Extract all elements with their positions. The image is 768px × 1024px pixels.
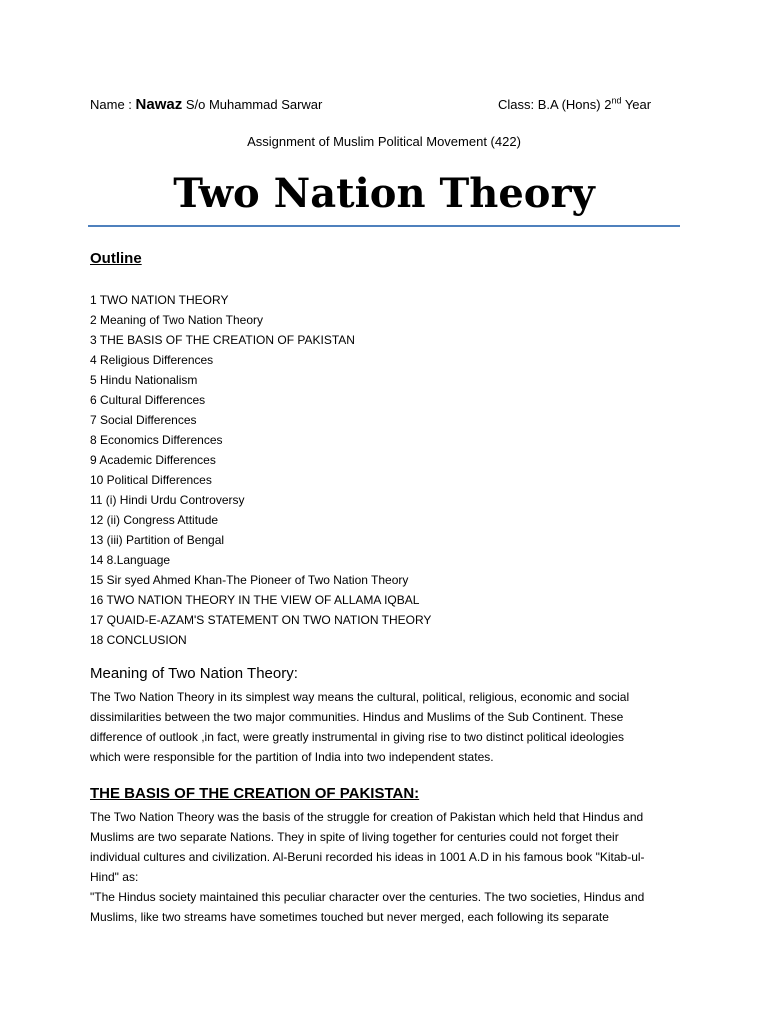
meaning-paragraph-line: difference of outlook ,in fact, were greatly instrumental in giving rise to two distinct political ideologies bbox=[90, 730, 625, 744]
outline-item: 16 TWO NATION THEORY IN THE VIEW OF ALLAMA IQBAL bbox=[90, 593, 420, 607]
name-value: Nawaz bbox=[135, 96, 183, 113]
basis-paragraph-line: Hind" as: bbox=[90, 870, 139, 884]
outline-item: 15 Sir syed Ahmed Khan-The Pioneer of Two Nation Theory bbox=[90, 573, 409, 587]
outline-item: 14 8.Language bbox=[90, 553, 171, 567]
outline-item: 2 Meaning of Two Nation Theory bbox=[90, 313, 263, 327]
student-name bbox=[90, 96, 322, 114]
meaning-paragraph-line: dissimilarities between the two major communities. Hindus and Muslims of the Sub Continent. These bbox=[90, 710, 624, 724]
outline-heading: Outline bbox=[90, 250, 142, 267]
outline-item: 17 QUAID-E-AZAM'S STATEMENT ON TWO NATION THEORY bbox=[90, 613, 432, 627]
outline-item: 4 Religious Differences bbox=[90, 353, 214, 367]
outline-item: 1 TWO NATION THEORY bbox=[90, 293, 229, 307]
outline-item: 5 Hindu Nationalism bbox=[90, 373, 198, 387]
meaning-paragraph-line: which were responsible for the partition of India into two independent states. bbox=[90, 750, 494, 764]
outline-item: 6 Cultural Differences bbox=[90, 393, 206, 407]
basis-paragraph bbox=[90, 807, 690, 927]
basis-paragraph-line: The Two Nation Theory was the basis of the struggle for creation of Pakistan which held that Hindus and bbox=[90, 810, 644, 824]
outline-item: 11 (i) Hindi Urdu Controversy bbox=[90, 493, 245, 507]
basis-paragraph-line: Muslims, like two streams have sometimes touched but never merged, each following its separate bbox=[90, 910, 609, 924]
class-label: Class: B.A (Hons) 2 bbox=[498, 97, 612, 112]
assignment-subtitle: Assignment of Muslim Political Movement (422) bbox=[247, 134, 521, 149]
outline-item: 10 Political Differences bbox=[90, 473, 212, 487]
basis-paragraph-line: "The Hindus society maintained this peculiar character over the centuries. The two societies, Hindus and bbox=[90, 890, 645, 904]
outline-item: 12 (ii) Congress Attitude bbox=[90, 513, 219, 527]
student-class bbox=[498, 96, 651, 114]
basis-heading: THE BASIS OF THE CREATION OF PAKISTAN: bbox=[90, 785, 420, 802]
name-label: Name : bbox=[90, 97, 136, 112]
outline-item: 8 Economics Differences bbox=[90, 433, 223, 447]
outline-item: 7 Social Differences bbox=[90, 413, 197, 427]
meaning-paragraph bbox=[90, 687, 690, 767]
outline-item: 3 THE BASIS OF THE CREATION OF PAKISTAN bbox=[90, 333, 355, 347]
class-superscript: nd bbox=[611, 95, 622, 106]
title-divider bbox=[88, 225, 680, 227]
meaning-heading: Meaning of Two Nation Theory: bbox=[90, 665, 298, 682]
class-year: Year bbox=[621, 97, 652, 112]
outline-item: 18 CONCLUSION bbox=[90, 633, 187, 647]
outline-item: 13 (iii) Partition of Bengal bbox=[90, 533, 225, 547]
document-title: Two Nation Theory bbox=[173, 170, 595, 217]
name-parentage: S/o Muhammad Sarwar bbox=[182, 97, 323, 112]
basis-paragraph-line: individual cultures and civilization. Al-Beruni recorded his ideas in 1001 A.D in his famous book "Kitab-ul- bbox=[90, 850, 645, 864]
meaning-paragraph-line: The Two Nation Theory in its simplest way means the cultural, political, religious, economic and social bbox=[90, 690, 630, 704]
basis-paragraph-line: Muslims are two separate Nations. They in spite of living together for centuries could not forget their bbox=[90, 830, 619, 844]
outline-list bbox=[90, 290, 431, 650]
outline-item: 9 Academic Differences bbox=[90, 453, 216, 467]
